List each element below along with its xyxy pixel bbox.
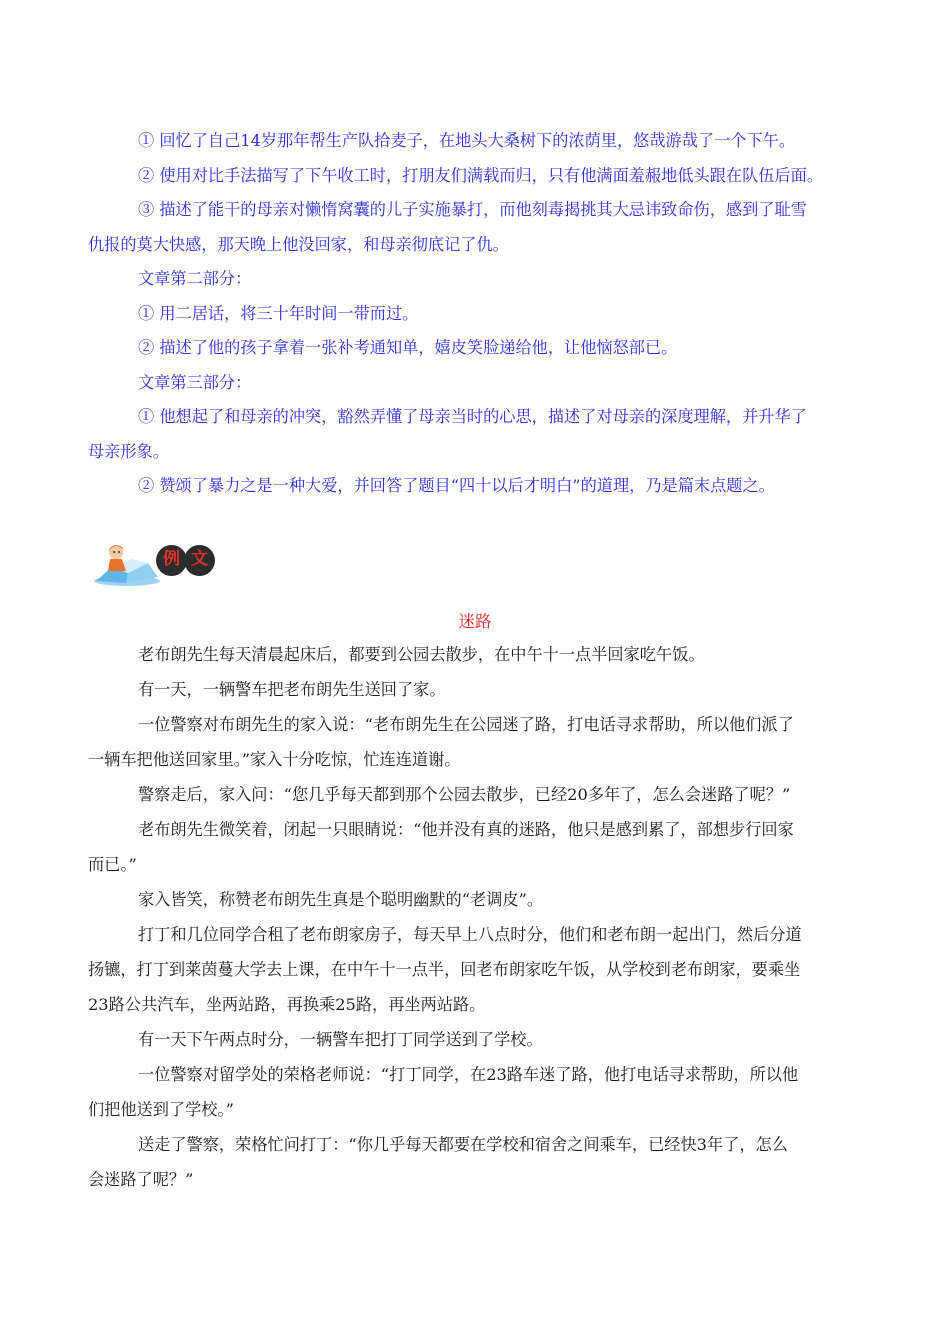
essay-line: 打丁和几位同学合租了老布朗家房子，每天早上八点时分，他们和老布朗一起出门，然后分道 xyxy=(138,925,802,944)
essay-line: 一位警察对留学处的荣格老师说：“打丁同学，在23路车迷了路，他打电话寻求帮助，所以他 xyxy=(138,1065,799,1084)
essay-line: 一位警察对布朗先生的家入说：“老布朗先生在公园迷了路，打电话寻求帮助，所以他们派了 xyxy=(138,715,794,734)
summary-line: 文章第三部分： xyxy=(138,372,252,392)
essay-line: 家入皆笑，称赞老布朗先生真是个聪明幽默的“老调皮”。 xyxy=(138,890,544,909)
essay-title: 迷路 xyxy=(458,612,492,631)
example-badge-char-2: 文 xyxy=(184,545,215,576)
essay-line: 们把他送到了学校。” xyxy=(88,1100,234,1119)
essay-line: 老布朗先生每天清晨起床后，都要到公园去散步，在中午十一点半回家吃午饭。 xyxy=(138,645,705,664)
example-badge-char-1: 例 xyxy=(156,545,187,576)
essay-line: 警察走后，家入问：“您几乎每天都到那个公园去散步，已经20多年了，怎么会迷路了呢？” xyxy=(138,785,791,804)
summary-line: 母亲形象。 xyxy=(88,441,169,461)
essay-line: 扬镳，打丁到莱茵蔓大学去上课，在中午十一点半，回老布朗家吃午饭，从学校到老布朗家，要乘坐 xyxy=(88,960,801,979)
summary-line: ① 回忆了自己14岁那年帮生产队拾麦子，在地头大桑树下的浓荫里，悠哉游哉了一个下午。 xyxy=(138,131,796,150)
example-banner xyxy=(92,541,222,587)
essay-line: 有一天下午两点时分，一辆警车把打丁同学送到了学校。 xyxy=(138,1030,543,1049)
essay-line: 会迷路了呢？” xyxy=(88,1170,194,1189)
essay-line: 一辆车把他送回家里。”家入十分吃惊，忙连连道谢。 xyxy=(88,750,461,769)
essay-line: 送走了警察，荣格忙问打丁：“你几乎每天都要在学校和宿舍之间乘车，已经快3年了，怎么 xyxy=(138,1135,788,1154)
essay-line: 而已。” xyxy=(88,855,137,874)
essay-body xyxy=(88,637,868,1197)
essay-line: 有一天，一辆警车把老布朗先生送回了家。 xyxy=(138,680,446,699)
summary-line: ② 使用对比手法描写了下午收工时，打朋友们满载而归，只有他满面羞赧地低头跟在队伍后面。 xyxy=(138,165,824,185)
summary-line: ③ 描述了能干的母亲对懒惰窝囊的儿子实施暴打，而他刻毒揭挑其大忌讳致命伤，感到了耻雪 xyxy=(138,200,807,219)
summary-line: ① 用二居话，将三十年时间一带而过。 xyxy=(138,303,419,323)
summary-line: ② 描述了他的孩子拿着一张补考通知单，嬉皮笑脸递给他，让他恼怒部已。 xyxy=(138,338,678,357)
essay-line: 23路公共汽车，坐两站路，再换乘25路，再坐两站路。 xyxy=(88,995,486,1014)
summary-line: 仇报的莫大快感，那天晚上他没回家，和母亲彻底记了仇。 xyxy=(88,234,509,254)
summary-line: ① 他想起了和母亲的冲突，豁然弄懂了母亲当时的心思，描述了对母亲的深度理解，并升华了 xyxy=(138,407,807,426)
summary-section xyxy=(88,124,868,504)
summary-line: 文章第二部分： xyxy=(138,269,252,288)
summary-line: ② 赞颂了暴力之是一种大爱，并回答了题目“四十以后才明白”的道理，乃是篇末点题之。 xyxy=(138,476,775,495)
reading-child-icon xyxy=(92,541,162,587)
essay-line: 老布朗先生微笑着，闭起一只眼睛说：“他并没有真的迷路，他只是感到累了，部想步行回家 xyxy=(138,820,794,839)
